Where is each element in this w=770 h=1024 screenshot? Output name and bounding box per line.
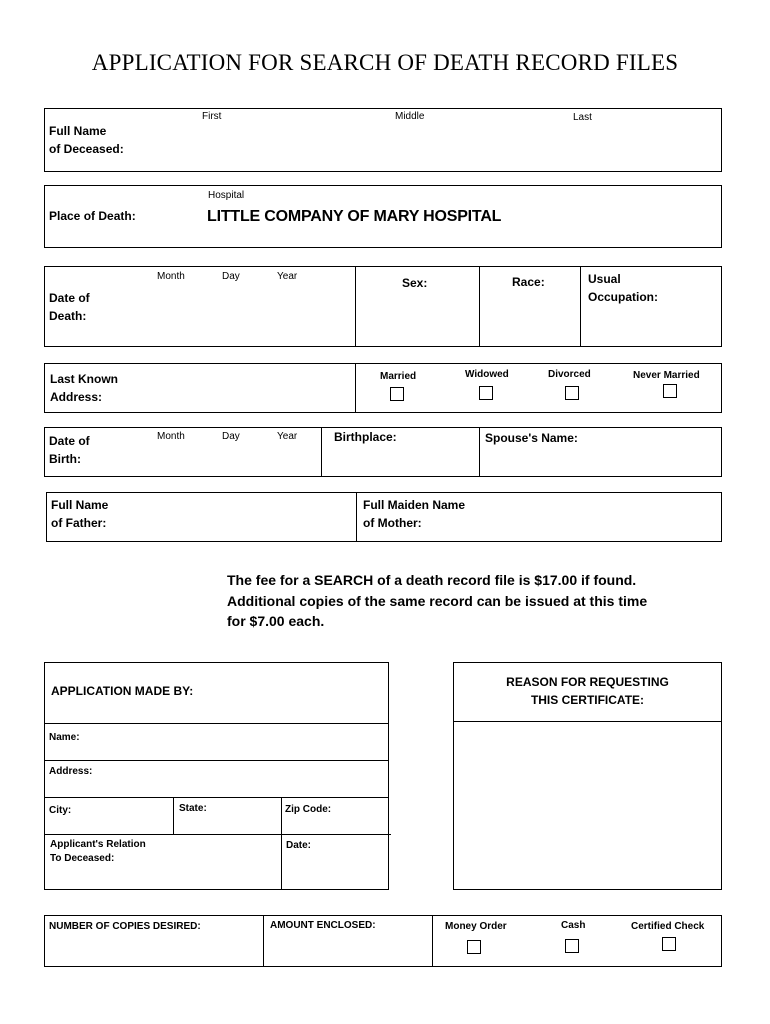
death-month-caption: Month [157, 271, 185, 282]
widowed-label: Widowed [465, 369, 509, 380]
applicant-relation-label[interactable]: Applicant's Relation To Deceased: [50, 839, 146, 864]
certified-check-checkbox[interactable] [662, 937, 676, 951]
cash-label: Cash [561, 920, 586, 931]
divider [281, 797, 282, 890]
death-year-caption: Year [277, 271, 298, 282]
birth-day-caption: Day [222, 431, 240, 442]
race-field-label[interactable]: Race: [512, 275, 545, 289]
middle-name-caption: Middle [395, 111, 425, 122]
occupation-label[interactable]: Usual Occupation: [588, 272, 659, 304]
applicant-name-label[interactable]: Name: [49, 732, 80, 743]
money-order-label: Money Order [445, 921, 507, 932]
money-order-checkbox[interactable] [467, 940, 481, 954]
divider [356, 492, 357, 542]
last-known-address-label[interactable]: Last Known Address: [50, 372, 118, 404]
date-of-death-label: Date of Death: [49, 291, 90, 323]
date-of-birth-label[interactable]: Date of Birth: [49, 434, 90, 466]
certified-check-label: Certified Check [631, 921, 705, 932]
last-name-caption: Last [573, 112, 592, 123]
divider [580, 266, 581, 347]
divider [355, 266, 356, 347]
divider [355, 363, 356, 413]
hospital-name: LITTLE COMPANY OF MARY HOSPITAL [207, 208, 502, 225]
death-day-caption: Day [222, 271, 240, 282]
applicant-state-label[interactable]: State: [179, 803, 207, 814]
fee-notice: The fee for a SEARCH of a death record file is $17.00 if found. Additional copies of the same record can be issued at this time for $7.00 each. [227, 572, 648, 629]
divider [432, 915, 433, 967]
cash-checkbox[interactable] [565, 939, 579, 953]
divider [44, 723, 389, 724]
hospital-caption: Hospital [208, 190, 245, 201]
never-married-checkbox[interactable] [663, 384, 677, 398]
divider [44, 760, 389, 761]
copies-desired-label[interactable]: NUMBER OF COPIES DESIRED: [49, 921, 201, 932]
widowed-checkbox[interactable] [479, 386, 493, 400]
applicant-date-label[interactable]: Date: [286, 840, 312, 851]
divider [453, 721, 722, 722]
deceased-name-field[interactable] [44, 108, 722, 172]
applicant-address-label[interactable]: Address: [49, 766, 93, 777]
amount-enclosed-label[interactable]: AMOUNT ENCLOSED: [270, 920, 376, 931]
married-checkbox[interactable] [390, 387, 404, 401]
deceased-name-label: Full Name of Deceased: [49, 124, 124, 156]
divorced-checkbox[interactable] [565, 386, 579, 400]
divider [44, 834, 391, 835]
divider [321, 427, 322, 477]
mother-maiden-name-label[interactable]: Full Maiden Name of Mother: [363, 498, 466, 530]
reason-header: REASON FOR REQUESTING THIS CERTIFICATE: [506, 675, 669, 707]
page-title: APPLICATION FOR SEARCH OF DEATH RECORD FILES [91, 50, 679, 75]
birthplace-label[interactable]: Birthplace: [334, 430, 397, 444]
first-name-caption: First [202, 111, 222, 122]
spouse-name-label[interactable]: Spouse's Name: [485, 431, 578, 445]
never-married-label: Never Married [633, 370, 700, 381]
applicant-zip-label[interactable]: Zip Code: [285, 804, 332, 815]
application-made-by-header: APPLICATION MADE BY: [51, 684, 194, 698]
married-label: Married [380, 371, 417, 382]
divider [479, 266, 480, 347]
birth-year-caption: Year [277, 431, 298, 442]
applicant-city-label[interactable]: City: [49, 805, 72, 816]
place-of-death-label: Place of Death: [49, 209, 136, 223]
birth-month-caption: Month [157, 431, 185, 442]
father-name-label[interactable]: Full Name of Father: [51, 498, 109, 530]
divider [479, 427, 480, 477]
divider [263, 915, 264, 967]
divider [173, 797, 174, 834]
divorced-label: Divorced [548, 369, 591, 380]
divider [44, 797, 389, 798]
sex-field-label[interactable]: Sex: [402, 276, 428, 290]
